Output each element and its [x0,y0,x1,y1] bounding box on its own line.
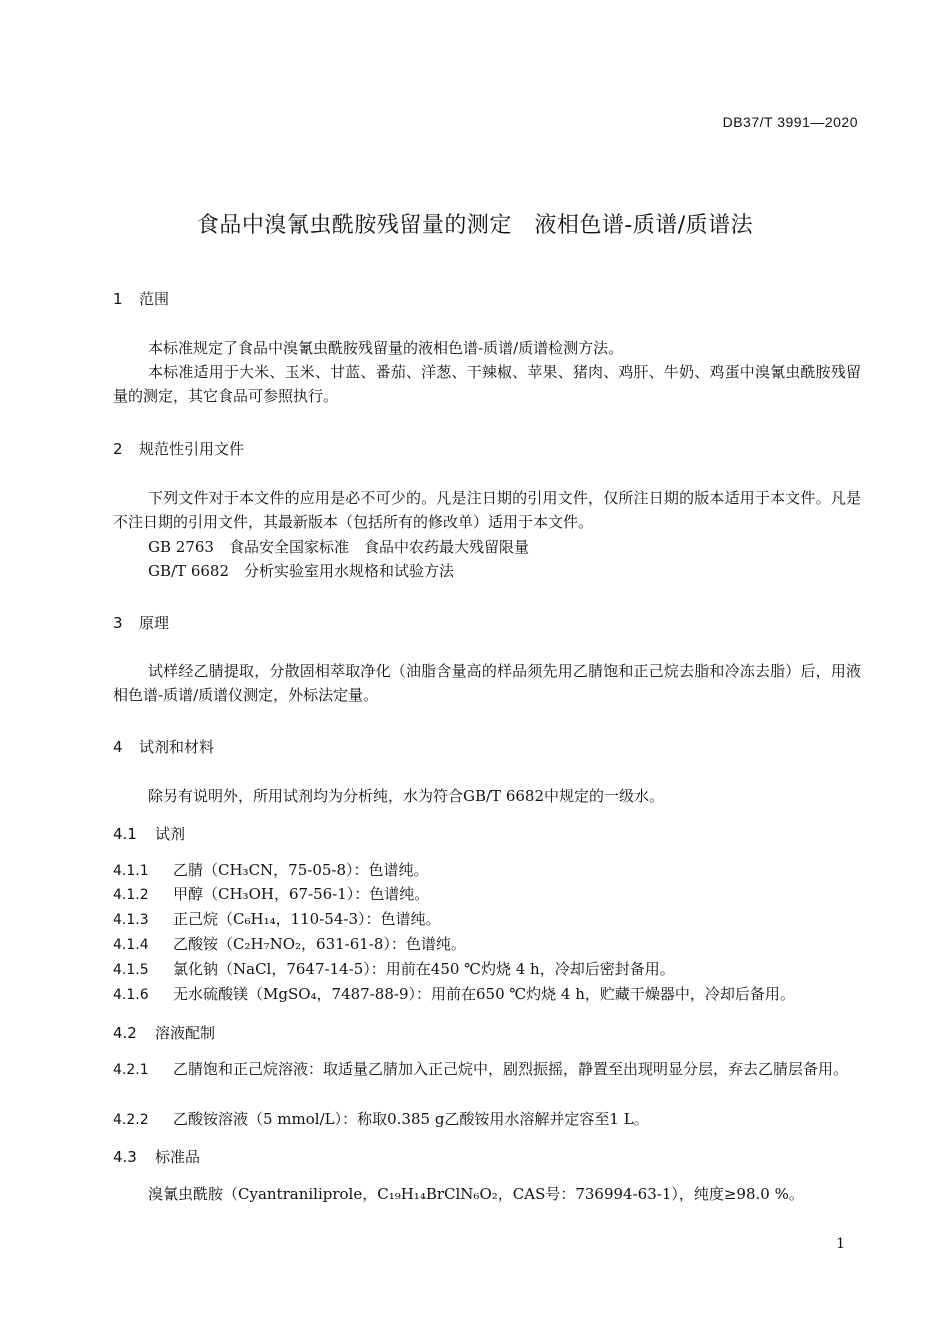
section-4-heading [113,736,214,757]
list-item [113,883,429,904]
subsection-number: 4.2 [113,1024,137,1042]
subsection-title: 试剂 [155,825,186,843]
section-number: 4 [113,738,123,756]
list-item [113,983,795,1004]
list-item [113,908,441,929]
item-text: 氯化钠（NaCl，7647-14-5）：用前在450 ℃灼烧 4 h，冷却后密封备用。 [173,960,675,978]
item-text: 正己烷（C₆H₁₄，110-54-3）：色谱纯。 [173,910,441,928]
reference-item: GB 2763 食品安全国家标准 食品中农药最大残留限量 [148,538,529,556]
item-number: 4.1.4 [113,937,149,953]
section-2-heading [113,438,244,459]
subsection-title: 标准品 [155,1148,201,1166]
item-number: 4.2.2 [113,1112,149,1128]
subsection-4-2-heading [113,1022,215,1043]
section-1-heading [113,288,169,309]
paragraph: 除另有说明外，所用试剂均为分析纯，水为符合GB/T 6682中规定的一级水。 [148,787,665,805]
section-number: 1 [113,290,123,308]
subsection-title: 溶液配制 [155,1024,216,1042]
paragraph: 溴氰虫酰胺（Cyantraniliprole，C₁₉H₁₄BrClN₆O₂，CAS号：736994-63-1），纯度≥98.0 %。 [148,1185,804,1203]
paragraph: 下列文件对于本文件的应用是必不可少的。凡是注日期的引用文件，仅所注日期的版本适用于本文件。凡是不注日期的引用文件，其最新版本（包括所有的修改单）适用于本文件。 [113,489,861,531]
section-3-heading [113,612,169,633]
item-number: 4.2.1 [113,1062,149,1078]
item-text: 乙酸铵溶液（5 mmol/L）：称取0.385 g乙酸铵用水溶解并定容至1 L。 [173,1110,649,1128]
item-number: 4.1.1 [113,863,149,879]
section-title: 规范性引用文件 [139,440,245,458]
section-title: 原理 [139,614,170,632]
section-title: 范围 [139,290,170,308]
item-number: 4.1.3 [113,912,149,928]
item-text: 乙酸铵（C₂H₇NO₂，631-61-8）：色谱纯。 [173,935,466,953]
item-number: 4.1.2 [113,887,149,903]
subsection-number: 4.1 [113,825,137,843]
item-text: 无水硫酸镁（MgSO₄，7487-88-9）：用前在650 ℃灼烧 4 h，贮藏干燥器中，冷却后备用。 [173,985,795,1003]
subsection-4-1-heading [113,823,185,844]
section-number: 3 [113,614,123,632]
item-number: 4.1.5 [113,962,149,978]
paragraph: 本标准适用于大米、玉米、甘蓝、番茄、洋葱、干辣椒、苹果、猪肉、鸡肝、牛奶、鸡蛋中溴氰虫酰胺残留量的测定，其它食品可参照执行。 [113,363,861,405]
item-number: 4.1.6 [113,987,149,1003]
section-title: 试剂和材料 [139,738,215,756]
list-item [113,1108,649,1129]
standard-code: DB37/T 3991—2020 [722,114,858,130]
paragraph: 本标准规定了食品中溴氰虫酰胺残留量的液相色谱-质谱/质谱检测方法。 [148,339,624,357]
section-number: 2 [113,440,123,458]
list-item [113,859,429,880]
item-text: 乙腈饱和正己烷溶液：取适量乙腈加入正己烷中，剧烈振摇，静置至出现明显分层，弃去乙腈层备用。 [173,1060,849,1078]
list-item [113,933,466,954]
subsection-4-3-heading [113,1146,200,1167]
list-item [113,1057,861,1082]
subsection-number: 4.3 [113,1148,137,1166]
page-number: 1 [836,1236,845,1252]
item-text: 甲醇（CH₃OH，67-56-1）：色谱纯。 [173,885,430,903]
document-title: 食品中溴氰虫酰胺残留量的测定 液相色谱-质谱/质谱法 [196,213,754,238]
item-text: 乙腈（CH₃CN，75-05-8）：色谱纯。 [173,861,429,879]
paragraph: 试样经乙腈提取，分散固相萃取净化（油脂含量高的样品须先用乙腈饱和正己烷去脂和冷冻去脂）后，用液相色谱-质谱/质谱仪测定，外标法定量。 [113,662,861,704]
reference-item: GB/T 6682 分析实验室用水规格和试验方法 [148,562,455,580]
list-item [113,958,675,979]
